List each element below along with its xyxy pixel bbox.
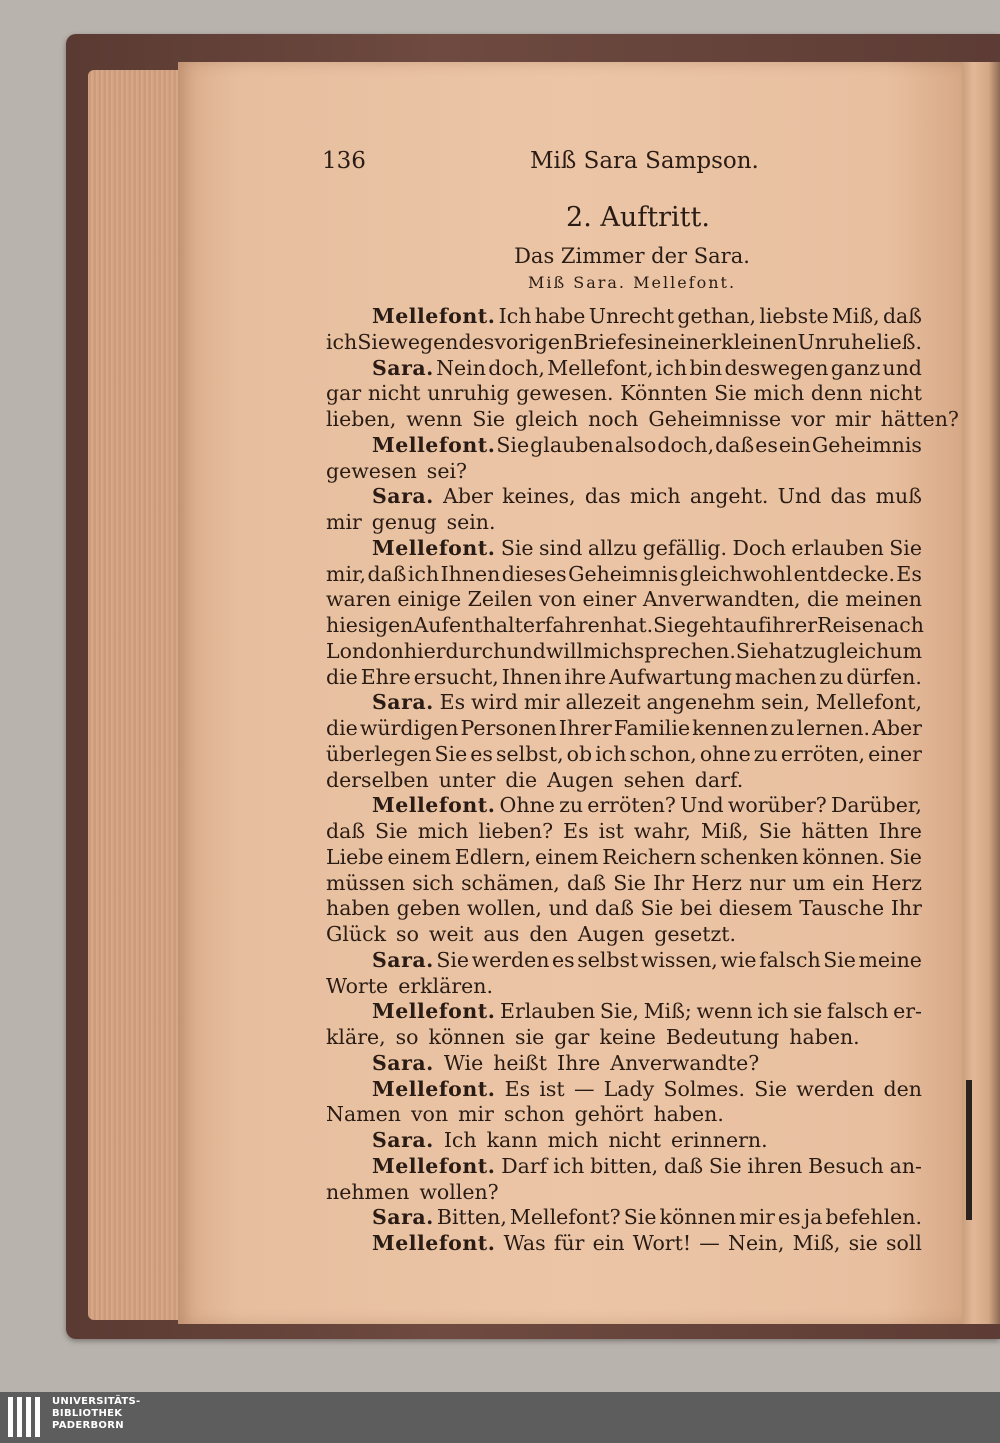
speaker-name: Sara. — [372, 1128, 434, 1152]
speaker-name: Mellefont. — [372, 1231, 496, 1255]
scene-heading: 2. Auftritt. — [566, 202, 710, 233]
logo-line: UNIVERSITÄTS- — [52, 1396, 141, 1407]
footer-bar — [0, 1392, 1000, 1443]
text-line: London hier durch und will mich sprechen. Sie hat zugleich um — [326, 638, 923, 663]
scene-setting: Das Zimmer der Sara. — [514, 244, 750, 268]
dialogue-text — [326, 304, 959, 1257]
text-line: Mellefont. Ohne zu erröten? Und worüber? Darüber, — [372, 793, 922, 818]
text-line: Mellefont. Darf ich bitten, daß Sie ihren Besuch an- — [372, 1153, 922, 1178]
text-line: derselben unter die Augen sehen darf. — [326, 767, 744, 792]
speaker-name: Sara. — [372, 947, 434, 972]
bookmark-band — [966, 1080, 972, 1220]
text-line: ich Sie wegen des vorigen Briefes in einer kleinen Unruhe ließ. — [326, 329, 922, 354]
speaker-name: Mellefont. — [372, 304, 496, 328]
speaker-name: Mellefont. — [372, 1076, 496, 1101]
speaker-name: Sara. — [372, 355, 434, 380]
scene-persons: Miß Sara. Mellefont. — [527, 273, 737, 292]
text-line: lieben, wenn Sie gleich noch Geheimnisse vor mir hätten? — [326, 407, 959, 431]
text-line: Mellefont. Erlauben Sie, Miß; wenn ich sie falsch er- — [372, 999, 922, 1024]
speaker-name: Mellefont. — [372, 535, 496, 560]
text-line: mir genug sein. — [326, 510, 496, 534]
text-line: gar nicht unruhig gewesen. Könnten Sie mich denn nicht — [326, 381, 922, 406]
speaker-name: Mellefont. — [372, 432, 496, 457]
text-line: Sara. Nein doch, Mellefont, ich bin deswegen ganz und — [372, 355, 922, 380]
library-logo-text — [52, 1396, 141, 1432]
logo-line: PADERBORN — [52, 1420, 124, 1431]
running-title: Miß Sara Sampson. — [530, 148, 759, 174]
speaker-name: Sara. — [372, 484, 434, 509]
page-number: 136 — [322, 148, 366, 174]
logo-line: BIBLIOTHEK — [52, 1408, 123, 1419]
text-line: haben geben wollen, und daß Sie bei diesem Tausche Ihr — [326, 896, 922, 921]
text-line: nehmen wollen? — [326, 1179, 499, 1204]
text-line: die würdigen Personen Ihrer Familie kennen zu lernen. Aber — [326, 716, 922, 740]
text-line: hiesigen Aufenthalt erfahren hat. Sie geht auf ihrer Reise nach — [326, 613, 924, 637]
text-line: Namen von mir schon gehört haben. — [326, 1102, 724, 1127]
text-line: Worte erklären. — [326, 973, 493, 998]
text-line: Liebe einem Edlern, einem Reichern schenken können. Sie — [326, 844, 922, 869]
speaker-name: Mellefont. — [372, 999, 496, 1024]
text-line: Mellefont. Sie sind allzu gefällig. Doch erlauben Sie — [372, 535, 922, 560]
text-line: überlegen Sie es selbst, ob ich schon, ohne zu erröten, einer — [326, 741, 922, 766]
text-line: Sara. Sie werden es selbst wissen, wie falsch Sie meine — [372, 947, 922, 972]
text-line: Mellefont. Es ist — Lady Solmes. Sie werden den — [372, 1076, 922, 1101]
text-line: gewesen sei? — [326, 458, 467, 483]
text-line: müssen sich schämen, daß Sie Ihr Herz nur um ein Herz — [326, 870, 922, 895]
speaker-name: Sara. — [372, 690, 434, 715]
text-line: Glück so weit aus den Augen gesetzt. — [326, 922, 736, 946]
text-line: die Ehre ersucht, Ihnen ihre Aufwartung machen zu dürfen. — [326, 664, 922, 689]
speaker-name: Sara. — [372, 1050, 434, 1075]
running-head — [322, 148, 922, 178]
text-line: Sara. Ich kann mich nicht erinnern. — [372, 1128, 768, 1152]
text-line: Sara. Aber keines, das mich angeht. Und das muß — [372, 484, 922, 509]
text-line: Mellefont. Was für ein Wort! — Nein, Miß, sie soll — [372, 1231, 922, 1255]
speaker-name: Sara. — [372, 1205, 434, 1230]
text-line: Mellefont. Sie glauben also doch, daß es ein Geheimnis — [372, 432, 922, 457]
text-line: Mellefont. Ich habe Unrecht gethan, liebste Miß, daß — [372, 304, 922, 328]
text-line: Sara. Bitten, Mellefont? Sie können mir es ja befehlen. — [372, 1205, 922, 1230]
library-logo-icon — [8, 1397, 42, 1437]
text-line: mir, daß ich Ihnen dieses Geheimnis gleichwohl entdecke. Es — [326, 561, 922, 586]
text-line: waren einige Zeilen von einer Anverwandten, die meinen — [326, 587, 922, 612]
speaker-name: Mellefont. — [372, 1153, 496, 1178]
text-line: Sara. Wie heißt Ihre Anverwandte? — [372, 1050, 760, 1075]
text-line: daß Sie mich lieben? Es ist wahr, Miß, Sie hätten Ihre — [326, 819, 922, 843]
text-line: kläre, so können sie gar keine Bedeutung haben. — [326, 1025, 860, 1049]
text-line: Sara. Es wird mir allezeit angenehm sein, Mellefont, — [372, 690, 922, 715]
speaker-name: Mellefont. — [372, 793, 496, 818]
